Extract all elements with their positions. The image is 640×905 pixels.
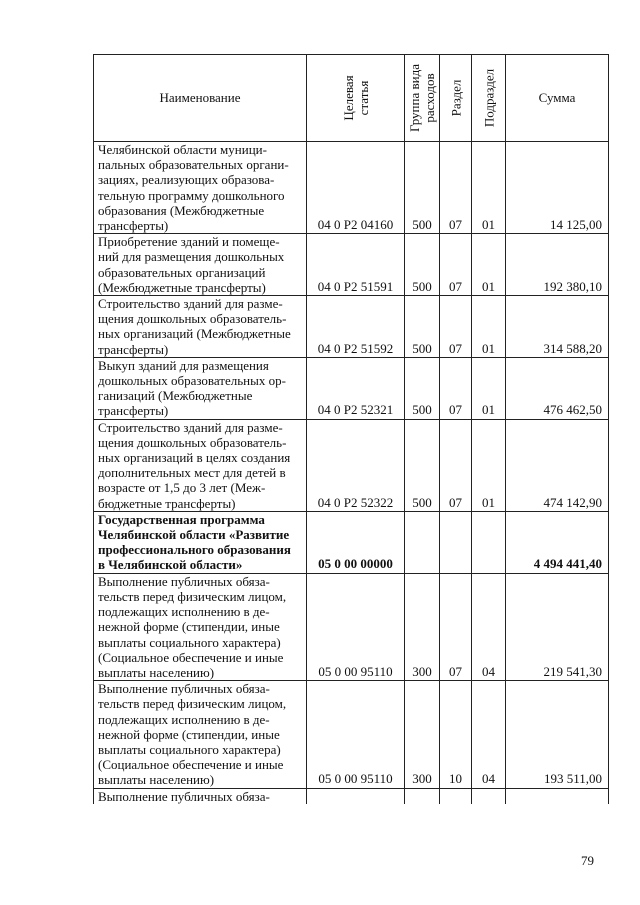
row-name-line: Выполнение публичных обяза- [98,681,270,697]
row-name [94,419,307,511]
row-expense-group: 500 [405,142,440,234]
row-section: 07 [440,357,472,419]
row-name-line: бюджетные трансферты) [98,495,236,511]
row-name-line: образования (Межбюджетные [98,202,265,218]
row-name-line: пальных образовательных органи- [98,157,289,173]
table-row [94,573,609,680]
table-row [94,511,609,573]
page-number: 79 [581,853,594,868]
row-subsection [472,511,506,573]
row-name-line: тельств перед физическим лицом, [98,588,287,604]
row-sum [506,788,609,804]
row-expense-group: 500 [405,234,440,296]
row-name-line: дополнительных мест для детей в [98,465,286,481]
row-name-line: Выкуп зданий для размещения [98,357,269,373]
row-name-line: трансферты) [98,403,169,419]
row-subsection: 01 [472,296,506,358]
row-expense-group: 300 [405,681,440,788]
row-name-line: выплаты социального характера) [98,741,281,757]
table-row [94,419,609,511]
row-sum: 219 541,30 [506,573,609,680]
row-subsection: 04 [472,681,506,788]
row-target-code: 05 0 00 00000 [307,511,405,573]
row-expense-group: 300 [405,573,440,680]
row-sum: 4 494 441,40 [506,511,609,573]
table-body [94,142,609,804]
row-name-line: зациях, реализующих образова- [98,172,275,188]
header-name: Наименование [94,55,307,142]
row-name-line: Государственная программа [98,511,265,527]
row-section: 07 [440,296,472,358]
row-expense-group: 500 [405,296,440,358]
row-sum: 474 142,90 [506,419,609,511]
row-name-line: дошкольных образовательных ор- [98,373,286,389]
row-name [94,511,307,573]
table-row [94,681,609,788]
row-name [94,788,307,804]
row-name-line: щения дошкольных образователь- [98,434,287,450]
header-expense-group: Группа вида расходов [405,55,440,142]
row-sum: 14 125,00 [506,142,609,234]
table-row [94,357,609,419]
row-subsection: 01 [472,234,506,296]
row-name [94,357,307,419]
row-name-line: тельств перед физическим лицом, [98,696,287,712]
row-section: 10 [440,681,472,788]
row-subsection: 04 [472,573,506,680]
row-name-line: Выполнение публичных обяза- [98,788,270,804]
row-sum: 193 511,00 [506,681,609,788]
row-name-line: ний для размещения дошкольных [98,249,285,265]
row-name-line: подлежащих исполнению в де- [98,604,270,620]
row-name [94,142,307,234]
header-section: Раздел [440,55,472,142]
row-name-line: подлежащих исполнению в де- [98,711,270,727]
table-row [94,234,609,296]
row-name-line: Челябинской области муници- [98,142,267,157]
row-target-code: 05 0 00 95110 [307,681,405,788]
row-section: 07 [440,573,472,680]
row-name-line: выплаты социального характера) [98,634,281,650]
row-name-line: ных организаций (Межбюджетные [98,326,291,342]
row-target-code: 04 0 Р2 04160 [307,142,405,234]
row-name-line: выплаты населению) [98,772,215,788]
row-expense-group [405,788,440,804]
row-expense-group [405,511,440,573]
row-subsection: 01 [472,357,506,419]
table-row [94,296,609,358]
row-name-line: (Межбюджетные трансферты) [98,279,266,295]
header-row [94,55,609,142]
row-section: 07 [440,142,472,234]
row-sum: 314 588,20 [506,296,609,358]
row-name-line: ганизаций (Межбюджетные [98,388,253,404]
row-name-line: нежной форме (стипендии, иные [98,726,280,742]
row-section [440,511,472,573]
row-target-code: 04 0 Р2 52321 [307,357,405,419]
row-subsection [472,788,506,804]
row-name-line: Приобретение зданий и помеще- [98,234,280,250]
row-name-line: (Социальное обеспечение и иные [98,757,284,773]
row-target-code: 04 0 Р2 51591 [307,234,405,296]
row-name-line: тельную программу дошкольного [98,187,285,203]
row-name [94,296,307,358]
row-sum: 476 462,50 [506,357,609,419]
row-section [440,788,472,804]
row-subsection: 01 [472,419,506,511]
row-name-line: Строительство зданий для разме- [98,419,283,435]
row-name-line: в Челябинской области» [98,557,243,573]
header-subsection: Подраздел [472,55,506,142]
row-name-line: профессионального образования [98,542,291,558]
row-section: 07 [440,419,472,511]
row-target-code: 04 0 Р2 52322 [307,419,405,511]
table-row [94,142,609,234]
row-name-line: Челябинской области «Развитие [98,527,290,543]
row-target-code: 05 0 00 95110 [307,573,405,680]
row-expense-group: 500 [405,419,440,511]
row-name-line: выплаты населению) [98,664,215,680]
row-target-code: 04 0 Р2 51592 [307,296,405,358]
header-sum: Сумма [506,55,609,142]
row-name [94,681,307,788]
row-subsection: 01 [472,142,506,234]
row-name-line: трансферты) [98,341,169,357]
row-name-line: возрасте от 1,5 до 3 лет (Меж- [98,480,266,496]
row-name-line: трансферты) [98,218,169,234]
row-name-line: нежной форме (стипендии, иные [98,619,280,635]
budget-table [93,54,609,804]
row-name-line: (Социальное обеспечение и иные [98,649,284,665]
row-section: 07 [440,234,472,296]
row-name-line: Выполнение публичных обяза- [98,573,270,589]
row-name [94,234,307,296]
row-sum: 192 380,10 [506,234,609,296]
row-name-line: щения дошкольных образователь- [98,311,287,327]
row-expense-group: 500 [405,357,440,419]
row-name [94,573,307,680]
row-name-line: Строительство зданий для разме- [98,296,283,312]
table-row [94,788,609,804]
header-target-article: Целевая статья [307,55,405,142]
row-name-line: ных организаций в целях создания [98,450,291,466]
row-name-line: образовательных организаций [98,264,266,280]
row-target-code [307,788,405,804]
